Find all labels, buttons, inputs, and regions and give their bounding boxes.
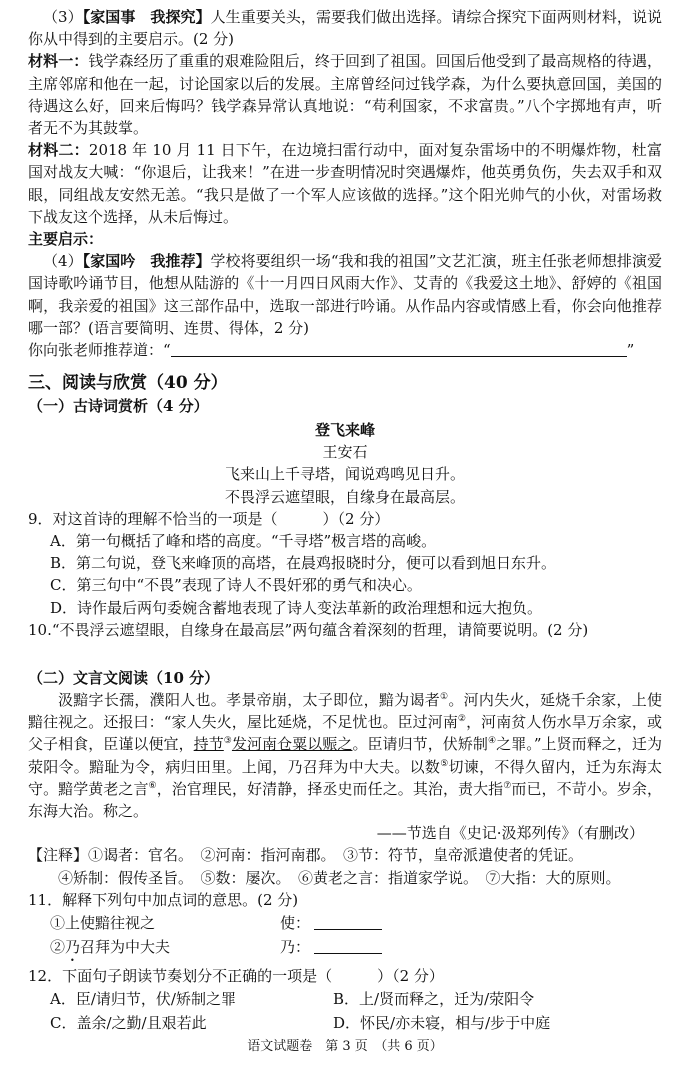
q12-option-c: C．盖余/之勤/且艰若此	[50, 1014, 207, 1033]
section-3-title: 三、阅读与欣赏（40 分）	[28, 373, 228, 394]
poem-title: 登飞来峰	[314, 421, 375, 440]
passage-source: ——节选自《史记·汲郑列传》（有删改）	[376, 824, 644, 843]
page-footer: 语文试题卷 第 3 页 （共 6 页）	[247, 1039, 443, 1054]
q11-blank-1[interactable]	[314, 915, 382, 930]
q11-stem: 11．解释下列句中加点词的意思。(2 分)	[28, 890, 299, 909]
q11-blank-2[interactable]	[314, 939, 382, 954]
q11-row-2: ②乃召拜为中大夫 乃：	[28, 935, 662, 965]
part-1-title: （一）古诗词赏析（4 分）	[28, 397, 209, 416]
q9-stem: 9．对这首诗的理解不恰当的一项是（ ）（2 分）	[28, 509, 390, 528]
classical-passage: 汲黯字长孺，濮阳人也。孝景帝崩，太子即位，黯为谒者①。河内失火，延烧千余家，上使黯往视之。还报曰：“家人失火，屋比延烧，不足忧也。臣过河南②，河南贫人伤水旱万余家，或父子相食，臣谨以便宜，持节③发河南仓粟以赈之。臣请归节，伏矫制④之罪。”上贤而释之，迁为荥阳令。黯耻为令，病归田里。上闻，乃召拜为中大夫。以数⑤切谏，不得久留内，迁为东海太守。黯学黄老之言⑥，治官理民，好清静，择丞史而任之。其治，责大指⑦而已，不苛小。岁余，东海大治。称之。	[28, 691, 662, 821]
q3-material-1: 材料一：钱学森经历了重重的艰难险阻后，终于回到了祖国。回国后他受到了最高规格的待遇，主席邻席和他在一起，讨论国家以后的发展。主席曾经问过钱学森，为什么要执意回国，美国的待遇这么好，回来后悔吗？钱学森异常认真地说：“苟利国家，不求富贵。”八个字掷地有声，听者无不为其鼓掌。	[28, 52, 662, 138]
poem-line: 不畏浮云遮望眼，自缘身在最高层。	[224, 487, 465, 506]
q9-option-a: A．第一句概括了峰和塔的高度。“千寻塔”极言塔的高峻。	[50, 532, 437, 551]
poem-author: 王安石	[322, 443, 368, 462]
q12-option-b: B．上/贤而释之，迁为/荥阳令	[333, 990, 535, 1009]
annotation-line: 【注释】①谒者：官名。 ②河南：指河南郡。 ③节：符节，皇帝派遣使者的凭证。	[28, 846, 584, 865]
q10-stem: 10.“不畏浮云遮望眼，自缘身在最高层”两句蕴含着深刻的哲理，请简要说明。(2 分)	[28, 620, 589, 639]
q3-material-2: 材料二：2018 年 10 月 11 日下午，在边境扫雷行动中，面对复杂雷场中的不明爆炸物，杜富国对战友大喊：“你退后，让我来！”在进一步查明情况时突遇爆炸，他英勇负伤，失去双手和双眼，同组战友安然无恙。“我只是做了一个军人应该做的选择。”这个阳光帅气的小伙，对雷场救下战友这个选择，从未后悔过。	[28, 141, 662, 226]
q4-stem: （4）【家国吟 我推荐】学校将要组织一场“我和我的祖国”文艺汇演，班主任张老师想排演爱国诗歌吟诵节目，他想从陆游的《十一月四日风雨大作》、艾青的《我爱这土地》、舒婷的《祖国啊，我亲爱的祖国》这三部作品中，选取一部进行吟诵。从作品内容或情感上看，你会向他推荐哪一部？(语言要简明、连贯、得体，2 分)	[28, 252, 662, 337]
q12-options-row-1	[28, 987, 662, 1011]
q4-answer-blank[interactable]	[171, 341, 627, 357]
poem-line: 飞来山上千寻塔，闻说鸡鸣见日升。	[224, 465, 465, 484]
q9-option-d: D．诗作最后两句委婉含蓄地表现了诗人变法革新的政治理想和远大抱负。	[50, 598, 543, 617]
q9-option-c: C．第三句中“不畏”表现了诗人不畏奸邪的勇气和决心。	[50, 576, 422, 595]
q11-row-1: ①上使黯往视之 使：	[28, 911, 662, 935]
part-2-title: （二）文言文阅读（10 分）	[28, 669, 220, 688]
q3-answer-label: 主要启示：	[28, 230, 104, 249]
q4-recommend-line: 你向张老师推荐道：“ ”	[28, 341, 635, 360]
q3-stem: （3）【家国事 我探究】人生重要关头，需要我们做出选择。请综合探究下面两则材料，说说你从中得到的主要启示。(2 分)	[28, 8, 662, 49]
q12-stem: 12．下面句子朗读节奏划分不正确的一项是（ ）（2 分）	[28, 966, 444, 985]
q12-option-d: D．怀民/亦未寝，相与/步于中庭	[333, 1014, 551, 1033]
q12-options-row-2	[28, 1011, 662, 1035]
annotation-line: ④矫制：假传圣旨。 ⑤数：屡次。 ⑥黄老之言：指道家学说。 ⑦大指：大的原则。	[58, 868, 621, 887]
q9-option-b: B．第二句说，登飞来峰顶的高塔，在晨鸡报晓时分，便可以看到旭日东升。	[50, 554, 557, 573]
q12-option-a: A．臣/请归节，伏/矫制之罪	[50, 990, 236, 1009]
